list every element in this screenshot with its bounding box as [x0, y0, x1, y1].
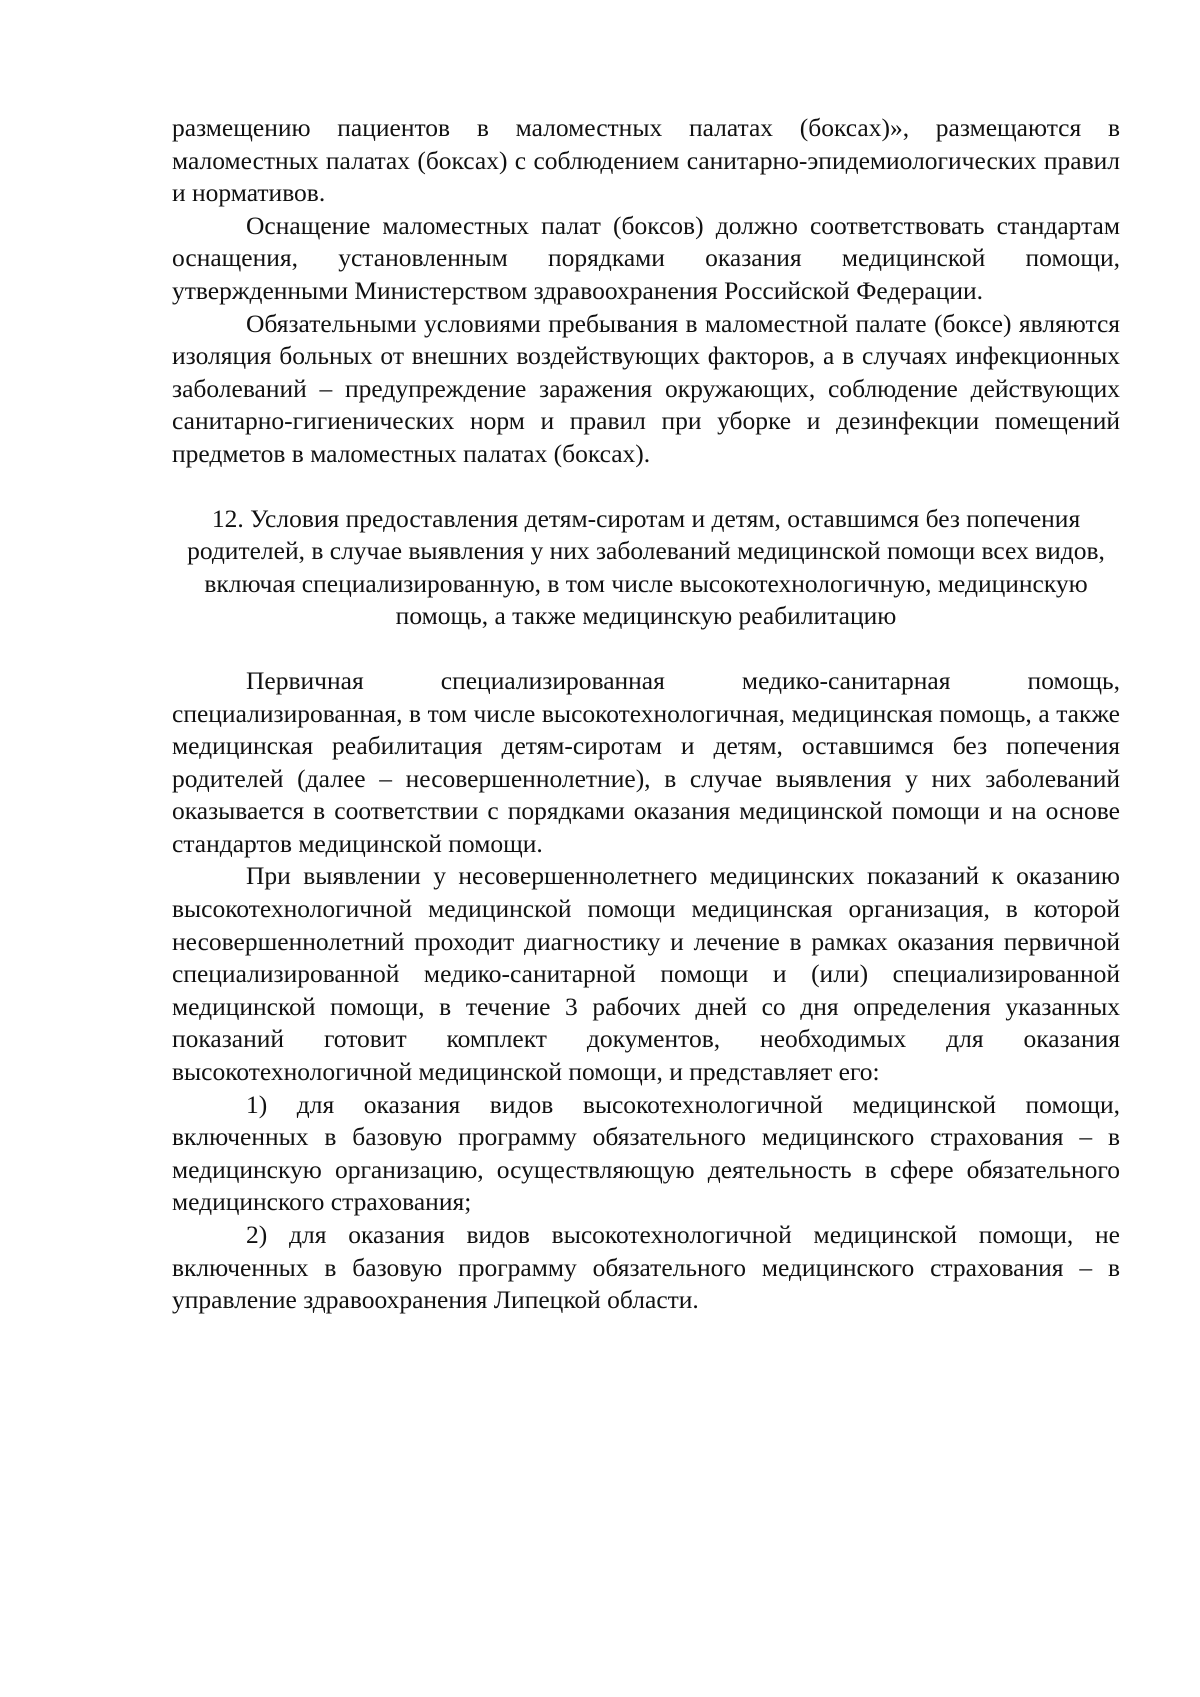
paragraph-high-tech-indications: При выявлении у несовершеннолетнего медицинских показаний к оказанию высокотехнологичной медицинской помощи медицинская организация, в которой несовершеннолетний проходит диагностику и лечение в рамках оказания первичной специализированной медико-санитарной помощи и (или) специализированной медицинской помощи, в течение 3 рабочих дней со дня определения указанных показаний готовит комплект документов, необходимых для оказания высокотехнологичной медицинской помощи, и представляет его: [172, 861, 1120, 1087]
paragraph-placement-continuation: размещению пациентов в маломестных палатах (боксах)», размещаются в маломестных палатах (боксах) с соблюдением санитарно-эпидемиологических правил и нормативов. [172, 113, 1120, 208]
paragraph-primary-care: Первичная специализированная медико-санитарная помощь, специализированная, в том числе высокотехнологичная, медицинская помощь, а также медицинская реабилитация детям-сиротам и детям, оставшимся без попечения родителей (далее – несовершеннолетние), в случае выявления у них заболеваний оказывается в соответствии с порядками оказания медицинской помощи и на основе стандартов медицинской помощи. [172, 665, 1120, 858]
paragraph-stay-conditions: Обязательными условиями пребывания в маломестной палате (боксе) являются изоляция больных от внешних воздействующих факторов, а в случаях инфекционных заболеваний – предупреждение заражения окружающих, соблюдение действующих санитарно-гигиенических норм и правил при уборке и дезинфекции помещений предметов в маломестных палатах (боксах). [172, 308, 1120, 468]
document-page [172, 112, 1120, 1317]
list-item-1: 1) для оказания видов высокотехнологичной медицинской помощи, включенных в базовую программу обязательного медицинского страхования – в медицинскую организацию, осуществляющую деятельность в сфере обязательного медицинского страхования; [172, 1089, 1120, 1217]
list-item-2: 2) для оказания видов высокотехнологичной медицинской помощи, не включенных в базовую программу обязательного медицинского страхования – в управление здравоохранения Липецкой области. [172, 1220, 1120, 1315]
section-heading: 12. Условия предоставления детям-сиротам и детям, оставшимся без попечения родителей, в случае выявления у них заболеваний медицинской помощи всех видов, включая специализированную, в том числе высокотехнологичную, медицинскую помощь, а также медицинскую реабилитацию [187, 503, 1105, 631]
paragraph-room-equipment: Оснащение маломестных палат (боксов) должно соответствовать стандартам оснащения, установленным порядками оказания медицинской помощи, утвержденными Министерством здравоохранения Российской Федерации. [172, 210, 1120, 305]
